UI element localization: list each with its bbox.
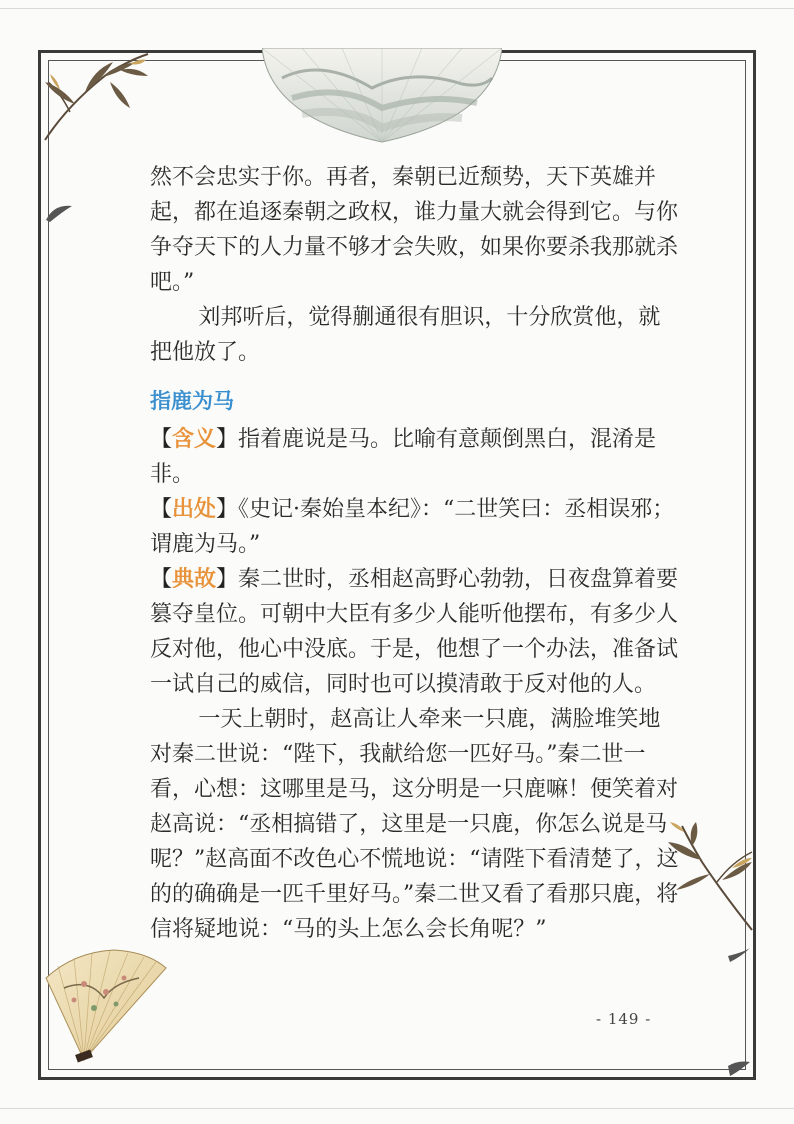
source-text: 《史记·秦始皇本纪》：“二世笑曰：丞相误邪；谓鹿为马。” bbox=[150, 497, 675, 557]
idiom-title: 指鹿为马 bbox=[150, 388, 234, 413]
folding-fan-icon bbox=[44, 948, 168, 1064]
bracket-close: 】 bbox=[216, 497, 239, 522]
meaning-text: 指着鹿说是马。比喻有意颠倒黑白，混淆是非。 bbox=[150, 427, 657, 487]
story-paragraph-2: 一天上朝时，赵高让人牵来一只鹿，满脸堆笑地对秦二世说：“陛下，我献给您一匹好马。”秦二世一看，心想：这哪里是马，这分明是一只鹿嘛！便笑着对赵高说：“丞相搞错了，这里是一只鹿，你怎么说是马呢？”赵高面不改色心不慌地说：“请陛下看清楚了，这的的确确是一匹千里好马。”秦二世又看了看那只鹿，将信将疑地说：“马的头上怎么会长角呢？” bbox=[150, 707, 679, 942]
story-text: 秦二世时，丞相赵高野心勃勃，日夜盘算着要篡夺皇位。可朝中大臣有多少人能听他摆布，有多少人反对他，他心中没底。于是，他想了一个办法，准备试一试自己的威信，同时也可以摸清敢于反对他的人。 bbox=[150, 567, 679, 697]
bracket-close: 】 bbox=[216, 427, 239, 452]
bracket-open: 【 bbox=[150, 497, 173, 522]
top-rule bbox=[0, 8, 794, 9]
story-conclusion-paragraph: 刘邦听后，觉得蒯通很有胆识，十分欣赏他，就把他放了。 bbox=[150, 305, 661, 365]
story-label: 典故 bbox=[172, 566, 217, 592]
bracket-open: 【 bbox=[150, 567, 173, 592]
story-paragraph bbox=[150, 562, 680, 702]
page-number: - 149 - bbox=[596, 1010, 652, 1028]
ink-brush-stroke-icon bbox=[44, 202, 74, 224]
source-label: 出处 bbox=[172, 496, 217, 522]
page-content bbox=[150, 160, 680, 947]
fan-painting-icon bbox=[262, 48, 502, 144]
bracket-close: 】 bbox=[216, 567, 239, 592]
bracket-open: 【 bbox=[150, 427, 173, 452]
bottom-rule bbox=[0, 1108, 794, 1109]
meaning-label: 含义 bbox=[172, 426, 217, 452]
source-paragraph bbox=[150, 492, 680, 562]
story-continuation-paragraph: 然不会忠实于你。再者，秦朝已近颓势，天下英雄并起，都在追逐秦朝之政权，谁力量大就会得到它。与你争夺天下的人力量不够才会失败，如果你要杀我那就杀吧。” bbox=[150, 165, 679, 295]
ink-brush-stroke-icon bbox=[724, 948, 752, 1078]
bamboo-branch-icon bbox=[40, 52, 150, 142]
meaning-paragraph bbox=[150, 422, 680, 492]
